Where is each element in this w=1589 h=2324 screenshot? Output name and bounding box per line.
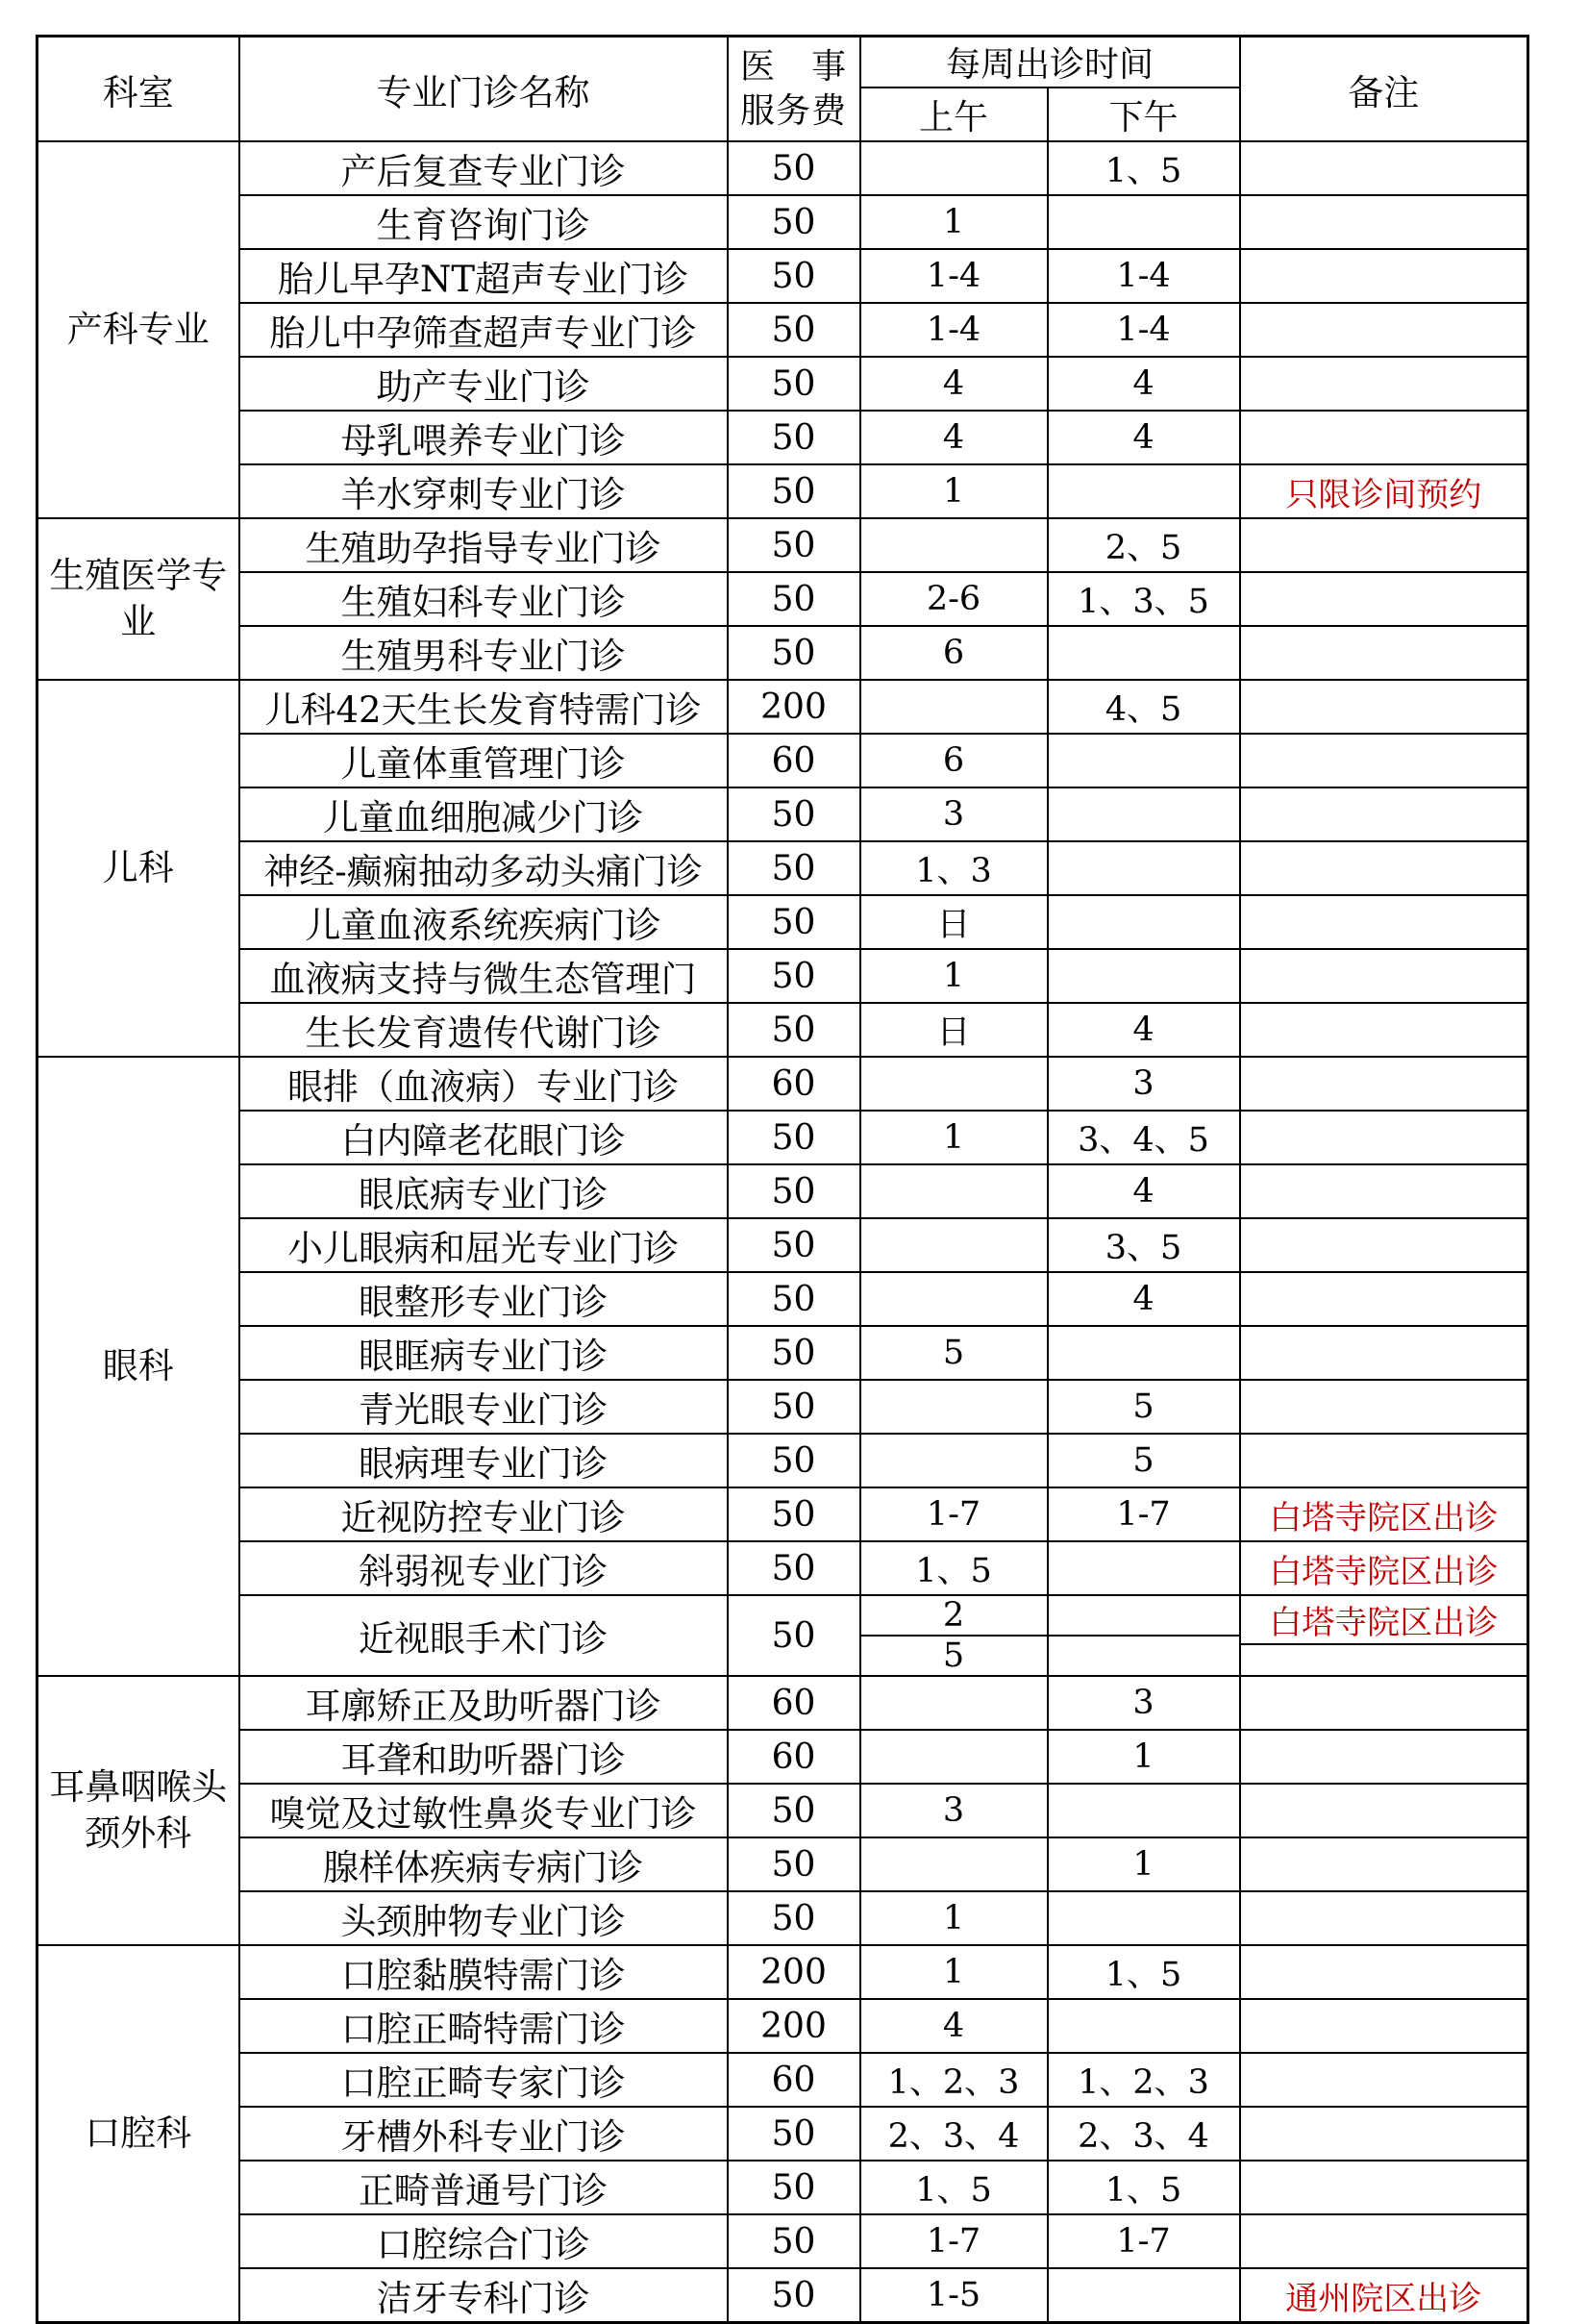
afternoon-time-cell: 2、5 [1048, 518, 1240, 572]
afternoon-time-cell [1048, 949, 1240, 1003]
morning-time-cell: 1 [860, 1891, 1048, 1945]
table-row [37, 1487, 1528, 1541]
note-cell [1240, 303, 1528, 357]
afternoon-bottom [1049, 1637, 1239, 1675]
clinic-name-cell: 嗅觉及过敏性鼻炎专业门诊 [239, 1784, 728, 1837]
note-cell [1240, 357, 1528, 411]
clinic-name-cell: 眼病理专业门诊 [239, 1434, 728, 1487]
clinic-name-cell: 口腔正畸专家门诊 [239, 2053, 728, 2107]
table-row [37, 1057, 1528, 1111]
morning-bottom: 5 [942, 1637, 965, 1675]
service-fee-cell: 50 [728, 1541, 860, 1595]
note-cell [1240, 195, 1528, 249]
note-cell [1240, 1057, 1528, 1111]
morning-time-split-cell [860, 1595, 1048, 1676]
morning-time-cell [860, 1676, 1048, 1730]
table-row [37, 1945, 1528, 1999]
service-fee-cell: 50 [728, 411, 860, 464]
afternoon-time-cell [1048, 195, 1240, 249]
morning-time-cell: 1、3 [860, 841, 1048, 895]
morning-time-cell [860, 680, 1048, 734]
morning-time-cell: 1、5 [860, 1541, 1048, 1595]
morning-time-cell: 2-6 [860, 572, 1048, 626]
afternoon-time-cell: 3 [1048, 1057, 1240, 1111]
afternoon-time-cell: 1-7 [1048, 2214, 1240, 2268]
service-fee-cell: 50 [728, 1595, 860, 1676]
clinic-name-cell: 白内障老花眼门诊 [239, 1111, 728, 1164]
note-cell [1240, 518, 1528, 572]
table-row [37, 195, 1528, 249]
note-cell [1240, 1380, 1528, 1434]
service-fee-cell: 50 [728, 2107, 860, 2161]
note-cell [1240, 1784, 1528, 1837]
afternoon-time-cell: 3 [1048, 1676, 1240, 1730]
service-fee-cell: 50 [728, 1272, 860, 1326]
morning-time-cell: 1、5 [860, 2161, 1048, 2214]
afternoon-time-cell [1048, 787, 1240, 841]
afternoon-time-cell: 1 [1048, 1730, 1240, 1784]
service-fee-cell: 50 [728, 518, 860, 572]
afternoon-time-cell: 5 [1048, 1380, 1240, 1434]
service-fee-cell: 50 [728, 249, 860, 303]
clinic-name-cell: 小儿眼病和屈光专业门诊 [239, 1218, 728, 1272]
service-fee-cell: 50 [728, 1487, 860, 1541]
header-fee [728, 37, 860, 142]
note-cell: 白塔寺院区出诊 [1240, 1541, 1528, 1595]
clinic-name-cell: 近视眼手术门诊 [239, 1595, 728, 1676]
morning-time-cell [860, 141, 1048, 195]
note-cell: 白塔寺院区出诊 [1240, 1487, 1528, 1541]
morning-time-cell: 6 [860, 734, 1048, 787]
morning-split [861, 1596, 1047, 1675]
table-row [37, 1272, 1528, 1326]
table-row [37, 1784, 1528, 1837]
service-fee-cell: 60 [728, 2053, 860, 2107]
clinic-name-cell: 血液病支持与微生态管理门 [239, 949, 728, 1003]
morning-time-cell: 1、2、3 [860, 2053, 1048, 2107]
clinic-name-cell: 耳聋和助听器门诊 [239, 1730, 728, 1784]
table-row [37, 787, 1528, 841]
department-cell: 眼科 [37, 1057, 239, 1676]
note-cell [1240, 2053, 1528, 2107]
table-row [37, 1999, 1528, 2053]
afternoon-time-cell [1048, 734, 1240, 787]
note-cell [1240, 1434, 1528, 1487]
clinic-name-cell: 生育咨询门诊 [239, 195, 728, 249]
note-split [1241, 1596, 1527, 1675]
afternoon-time-cell [1048, 626, 1240, 680]
clinic-name-cell: 羊水穿刺专业门诊 [239, 464, 728, 518]
note-cell [1240, 2161, 1528, 2214]
morning-time-cell: 2、3、4 [860, 2107, 1048, 2161]
afternoon-time-cell: 2、3、4 [1048, 2107, 1240, 2161]
note-cell [1240, 680, 1528, 734]
note-cell [1240, 411, 1528, 464]
note-cell [1240, 249, 1528, 303]
afternoon-time-cell: 4 [1048, 1164, 1240, 1218]
table-row [37, 2214, 1528, 2268]
service-fee-cell: 50 [728, 1891, 860, 1945]
note-cell [1240, 1891, 1528, 1945]
morning-time-cell [860, 1057, 1048, 1111]
service-fee-cell: 50 [728, 1784, 860, 1837]
service-fee-cell: 60 [728, 1676, 860, 1730]
table-row [37, 357, 1528, 411]
clinic-name-cell: 儿童血细胞减少门诊 [239, 787, 728, 841]
note-cell: 通州院区出诊 [1240, 2268, 1528, 2323]
morning-time-cell: 1-5 [860, 2268, 1048, 2323]
afternoon-time-cell [1048, 895, 1240, 949]
morning-time-cell: 1 [860, 464, 1048, 518]
service-fee-cell: 50 [728, 949, 860, 1003]
table-row [37, 464, 1528, 518]
service-fee-cell: 50 [728, 626, 860, 680]
table-row [37, 1380, 1528, 1434]
morning-time-cell: 3 [860, 787, 1048, 841]
afternoon-split [1049, 1596, 1239, 1675]
service-fee-cell: 50 [728, 2268, 860, 2323]
table-row [37, 1541, 1528, 1595]
header-row-1 [37, 37, 1528, 88]
table-row [37, 1730, 1528, 1784]
morning-time-cell [860, 1837, 1048, 1891]
morning-time-cell [860, 1380, 1048, 1434]
table-row [37, 2107, 1528, 2161]
clinic-name-cell: 牙槽外科专业门诊 [239, 2107, 728, 2161]
service-fee-cell: 50 [728, 2214, 860, 2268]
table-row [37, 1891, 1528, 1945]
afternoon-time-cell: 1-7 [1048, 1487, 1240, 1541]
clinic-name-cell: 腺样体疾病专病门诊 [239, 1837, 728, 1891]
table-row [37, 303, 1528, 357]
clinic-name-cell: 生殖妇科专业门诊 [239, 572, 728, 626]
table-row [37, 141, 1528, 195]
note-cell [1240, 1272, 1528, 1326]
table-row [37, 2161, 1528, 2214]
table-row [37, 895, 1528, 949]
table-row [37, 1676, 1528, 1730]
morning-time-cell: 4 [860, 1999, 1048, 2053]
service-fee-cell: 60 [728, 1057, 860, 1111]
clinic-name-cell: 神经-癫痫抽动多动头痛门诊 [239, 841, 728, 895]
service-fee-cell: 50 [728, 895, 860, 949]
morning-time-cell: 4 [860, 357, 1048, 411]
afternoon-time-cell: 1、2、3 [1048, 2053, 1240, 2107]
note-cell [1240, 949, 1528, 1003]
clinic-name-cell: 眼眶病专业门诊 [239, 1326, 728, 1380]
table-row [37, 1434, 1528, 1487]
afternoon-time-cell: 4 [1048, 357, 1240, 411]
service-fee-cell: 200 [728, 1999, 860, 2053]
header-clinic-name: 专业门诊名称 [239, 37, 728, 142]
afternoon-time-cell [1048, 841, 1240, 895]
clinic-name-cell: 口腔正畸特需门诊 [239, 1999, 728, 2053]
table-row [37, 626, 1528, 680]
header-morning: 上午 [860, 87, 1048, 141]
note-bottom [1241, 1645, 1527, 1675]
morning-time-cell [860, 1218, 1048, 1272]
table-row [37, 2053, 1528, 2107]
morning-time-cell: 3 [860, 1784, 1048, 1837]
service-fee-cell: 50 [728, 303, 860, 357]
morning-time-cell: 6 [860, 626, 1048, 680]
afternoon-time-cell: 3、4、5 [1048, 1111, 1240, 1164]
morning-time-cell [860, 518, 1048, 572]
clinic-schedule-table [36, 35, 1529, 2324]
clinic-name-cell: 产后复查专业门诊 [239, 141, 728, 195]
header-fee-line2: 服务费 [739, 90, 847, 131]
note-cell [1240, 1111, 1528, 1164]
clinic-name-cell: 青光眼专业门诊 [239, 1380, 728, 1434]
service-fee-cell: 50 [728, 2161, 860, 2214]
department-cell: 生殖医学专业 [37, 518, 239, 680]
afternoon-time-cell: 3、5 [1048, 1218, 1240, 1272]
clinic-name-cell: 助产专业门诊 [239, 357, 728, 411]
service-fee-cell: 50 [728, 1326, 860, 1380]
service-fee-cell: 50 [728, 572, 860, 626]
clinic-name-cell: 胎儿早孕NT超声专业门诊 [239, 249, 728, 303]
note-cell [1240, 1945, 1528, 1999]
morning-time-cell: 1 [860, 1945, 1048, 1999]
header-note: 备注 [1240, 37, 1528, 142]
note-cell [1240, 141, 1528, 195]
morning-time-cell [860, 1730, 1048, 1784]
clinic-name-cell: 头颈肿物专业门诊 [239, 1891, 728, 1945]
note-cell [1240, 626, 1528, 680]
table-row [37, 1837, 1528, 1891]
table-row [37, 949, 1528, 1003]
note-cell [1240, 1326, 1528, 1380]
morning-time-cell: 4 [860, 411, 1048, 464]
note-cell [1240, 734, 1528, 787]
service-fee-cell: 50 [728, 1003, 860, 1057]
clinic-name-cell: 儿童血液系统疾病门诊 [239, 895, 728, 949]
service-fee-cell: 50 [728, 1434, 860, 1487]
service-fee-cell: 50 [728, 1380, 860, 1434]
clinic-name-cell: 母乳喂养专业门诊 [239, 411, 728, 464]
clinic-name-cell: 胎儿中孕筛查超声专业门诊 [239, 303, 728, 357]
afternoon-time-cell: 5 [1048, 1434, 1240, 1487]
clinic-name-cell: 眼整形专业门诊 [239, 1272, 728, 1326]
service-fee-cell: 60 [728, 734, 860, 787]
clinic-name-cell: 口腔综合门诊 [239, 2214, 728, 2268]
note-top: 白塔寺院区出诊 [1241, 1596, 1527, 1645]
header-fee-line1: 医 事 [739, 46, 847, 87]
afternoon-time-cell: 1-4 [1048, 249, 1240, 303]
note-cell [1240, 1676, 1528, 1730]
clinic-name-cell: 生殖男科专业门诊 [239, 626, 728, 680]
afternoon-time-cell [1048, 464, 1240, 518]
afternoon-time-cell: 4 [1048, 1003, 1240, 1057]
note-cell [1240, 1218, 1528, 1272]
table-row [37, 1218, 1528, 1272]
morning-time-cell: 1-7 [860, 2214, 1048, 2268]
note-cell [1240, 1999, 1528, 2053]
service-fee-cell: 200 [728, 1945, 860, 1999]
morning-time-cell: 1-7 [860, 1487, 1048, 1541]
table-row [37, 2268, 1528, 2323]
morning-time-cell: 1 [860, 195, 1048, 249]
clinic-name-cell: 儿童体重管理门诊 [239, 734, 728, 787]
afternoon-time-cell: 1、5 [1048, 141, 1240, 195]
note-cell [1240, 572, 1528, 626]
service-fee-cell: 200 [728, 680, 860, 734]
afternoon-time-cell: 1、5 [1048, 2161, 1240, 2214]
clinic-name-cell: 眼底病专业门诊 [239, 1164, 728, 1218]
note-split-cell [1240, 1595, 1528, 1676]
afternoon-time-cell: 4 [1048, 1272, 1240, 1326]
department-cell: 儿科 [37, 680, 239, 1057]
service-fee-cell: 60 [728, 1730, 860, 1784]
clinic-name-cell: 耳廓矫正及助听器门诊 [239, 1676, 728, 1730]
clinic-name-cell: 洁牙专科门诊 [239, 2268, 728, 2323]
clinic-name-cell: 近视防控专业门诊 [239, 1487, 728, 1541]
table-row [37, 1003, 1528, 1057]
morning-time-cell: 1-4 [860, 303, 1048, 357]
afternoon-top [1049, 1596, 1239, 1637]
afternoon-time-cell [1048, 1784, 1240, 1837]
table-row-split [37, 1595, 1528, 1676]
clinic-name-cell: 眼排（血液病）专业门诊 [239, 1057, 728, 1111]
clinic-name-cell: 儿科42天生长发育特需门诊 [239, 680, 728, 734]
afternoon-time-cell [1048, 1541, 1240, 1595]
note-cell [1240, 1003, 1528, 1057]
morning-top: 2 [861, 1596, 1047, 1637]
table-row [37, 518, 1528, 572]
afternoon-time-cell: 4、5 [1048, 680, 1240, 734]
service-fee-cell: 50 [728, 841, 860, 895]
service-fee-cell: 50 [728, 357, 860, 411]
table-row [37, 1111, 1528, 1164]
table-row [37, 1326, 1528, 1380]
note-cell [1240, 841, 1528, 895]
table-row [37, 411, 1528, 464]
header-weekly-time: 每周出诊时间 [860, 37, 1240, 88]
table-body [37, 37, 1528, 2323]
clinic-name-cell: 生长发育遗传代谢门诊 [239, 1003, 728, 1057]
note-cell [1240, 2214, 1528, 2268]
morning-time-cell: 5 [860, 1326, 1048, 1380]
service-fee-cell: 50 [728, 1111, 860, 1164]
afternoon-time-cell: 1、5 [1048, 1945, 1240, 1999]
header-afternoon: 下午 [1048, 87, 1240, 141]
table-row [37, 841, 1528, 895]
clinic-name-cell: 口腔黏膜特需门诊 [239, 1945, 728, 1999]
morning-time-cell: 1 [860, 949, 1048, 1003]
afternoon-time-cell: 1、3、5 [1048, 572, 1240, 626]
clinic-name-cell: 斜弱视专业门诊 [239, 1541, 728, 1595]
note-cell [1240, 2107, 1528, 2161]
table-row [37, 249, 1528, 303]
afternoon-time-cell [1048, 1999, 1240, 2053]
afternoon-time-cell: 1-4 [1048, 303, 1240, 357]
table-row [37, 734, 1528, 787]
service-fee-cell: 50 [728, 1218, 860, 1272]
service-fee-cell: 50 [728, 141, 860, 195]
note-cell [1240, 1164, 1528, 1218]
service-fee-cell: 50 [728, 464, 860, 518]
morning-time-cell: 1 [860, 1111, 1048, 1164]
table-row [37, 680, 1528, 734]
afternoon-time-split-cell [1048, 1595, 1240, 1676]
note-cell [1240, 1730, 1528, 1784]
morning-time-cell: 日 [860, 895, 1048, 949]
afternoon-time-cell [1048, 1891, 1240, 1945]
department-cell: 产科专业 [37, 141, 239, 518]
morning-time-cell: 1-4 [860, 249, 1048, 303]
morning-time-cell [860, 1164, 1048, 1218]
morning-time-cell [860, 1272, 1048, 1326]
header-dept: 科室 [37, 37, 239, 142]
service-fee-cell: 50 [728, 787, 860, 841]
afternoon-time-cell: 4 [1048, 411, 1240, 464]
table-row [37, 1164, 1528, 1218]
afternoon-time-cell: 1 [1048, 1837, 1240, 1891]
afternoon-time-cell [1048, 1326, 1240, 1380]
afternoon-time-cell [1048, 2268, 1240, 2323]
department-cell: 口腔科 [37, 1945, 239, 2323]
service-fee-cell: 50 [728, 195, 860, 249]
service-fee-cell: 50 [728, 1837, 860, 1891]
note-cell: 只限诊间预约 [1240, 464, 1528, 518]
morning-time-cell [860, 1434, 1048, 1487]
clinic-name-cell: 正畸普通号门诊 [239, 2161, 728, 2214]
table-row [37, 572, 1528, 626]
morning-time-cell: 日 [860, 1003, 1048, 1057]
clinic-name-cell: 生殖助孕指导专业门诊 [239, 518, 728, 572]
note-cell [1240, 895, 1528, 949]
department-cell: 耳鼻咽喉头颈外科 [37, 1676, 239, 1945]
note-cell [1240, 1837, 1528, 1891]
note-cell [1240, 787, 1528, 841]
service-fee-cell: 50 [728, 1164, 860, 1218]
